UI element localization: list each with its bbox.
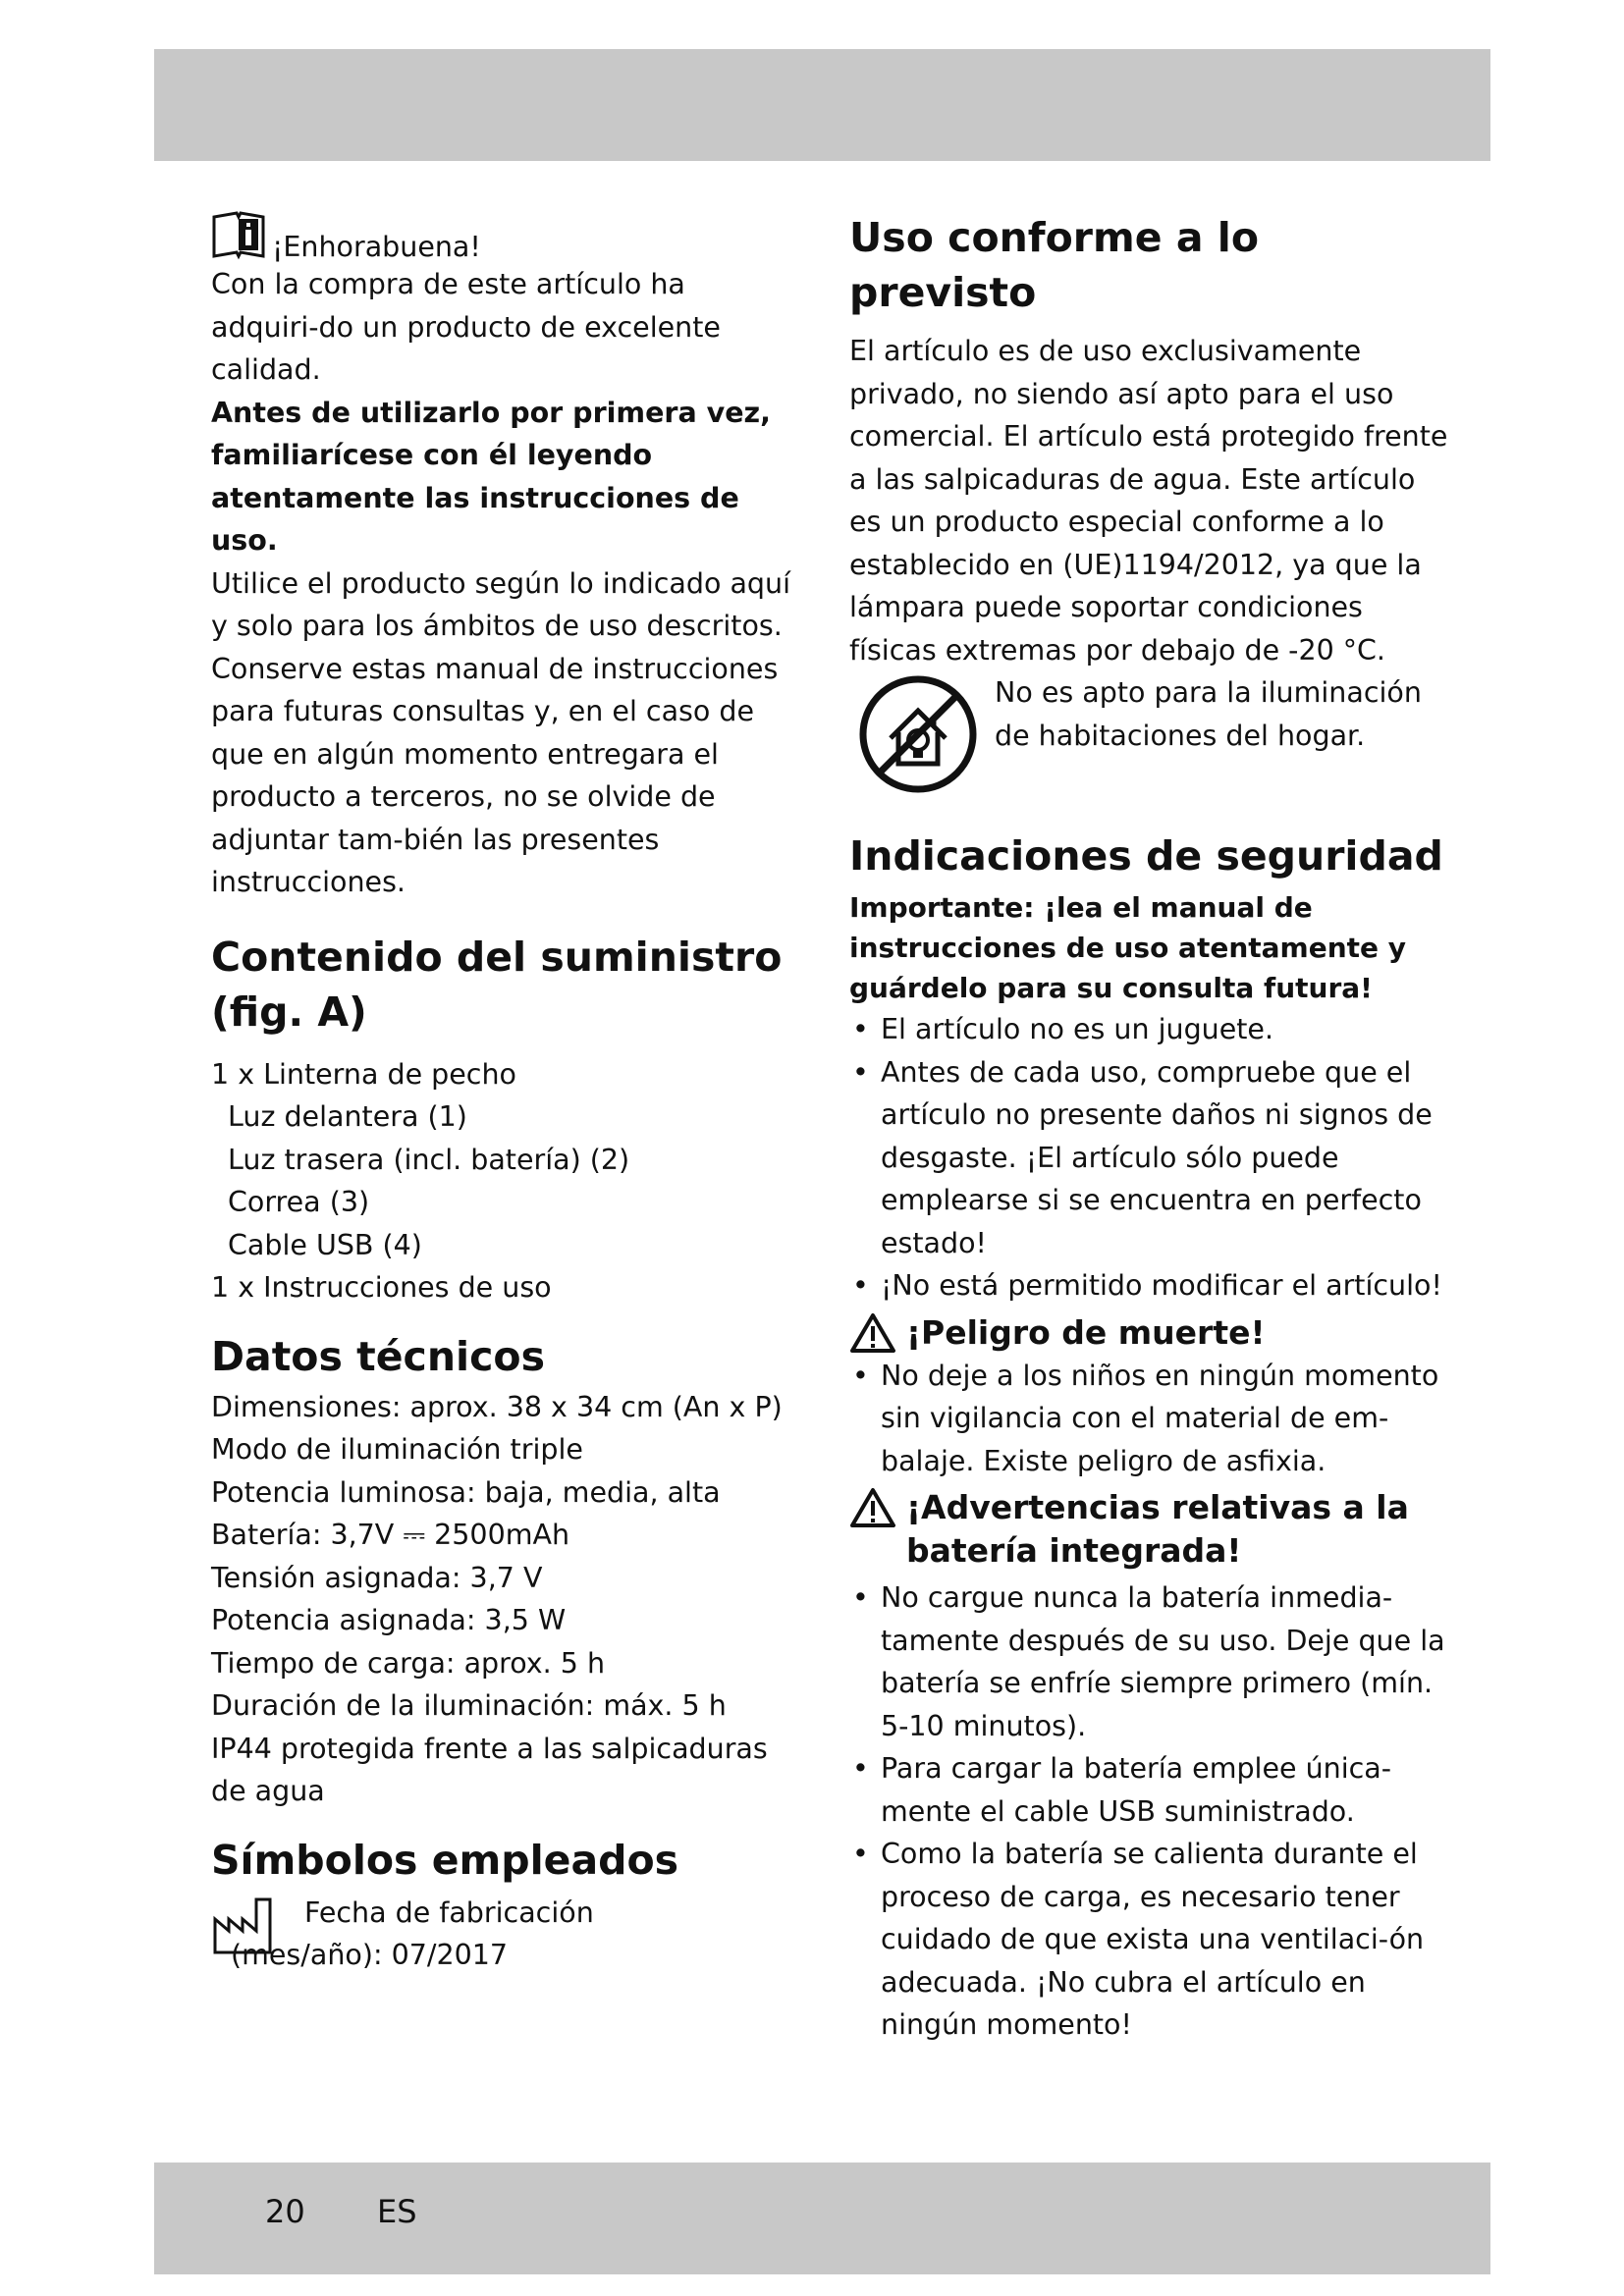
safety-heading: Indicaciones de seguridad <box>849 832 1443 880</box>
intro-bold: Antes de utilizarlo por primera vez, familiarícese con él leyendo atentamente las instrucciones de uso. <box>211 396 771 557</box>
intro-paragraph: Con la compra de este artículo ha adquiri-do un producto de excelente calidad. <box>211 268 721 386</box>
safety-list-general <box>849 1008 1448 1308</box>
manufacture-date-value: (mes/año): 07/2017 <box>231 1938 509 1971</box>
tech-line: Dimensiones: aprox. 38 x 34 cm (An x P) <box>211 1390 783 1423</box>
tech-line: Modo de iluminación triple <box>211 1433 583 1466</box>
list-item: • ¡No está permitido modificar el artículo! <box>849 1264 1448 1308</box>
footer-band <box>154 2163 1490 2274</box>
use-heading: Uso conforme a lo previsto <box>849 214 1259 316</box>
list-item: • El artículo no es un juguete. <box>849 1008 1448 1051</box>
tech-line: Potencia asignada: 3,5 W <box>211 1604 567 1636</box>
contents-item: Luz trasera (incl. batería) (2) <box>228 1143 630 1176</box>
info-book-icon <box>211 209 266 260</box>
list-item: • Como la batería se calienta durante el proceso de carga, es necesario tener cuidado de que exista una ventilaci-ón adecuada. ¡No cubra el artículo en ningún momento! <box>849 1833 1448 2047</box>
warning-triangle-icon <box>849 1487 896 1528</box>
tech-line: Tensión asignada: 3,7 V <box>211 1561 543 1594</box>
symbols-heading: Símbolos empleados <box>211 1836 679 1884</box>
danger-heading: ¡Peligro de muerte! <box>906 1312 1266 1352</box>
no-home-text: No es apto para la iluminación de habitaciones del hogar. <box>995 676 1422 752</box>
congrats-line <box>211 206 800 263</box>
tech-line: Tiempo de carga: aprox. 5 h <box>211 1646 606 1680</box>
tech-line: Batería: 3,7V ⎓ 2500mAh <box>211 1519 570 1551</box>
safety-important: Importante: ¡lea el manual de instrucciones de uso atentamente y guárdelo para su consulta futura! <box>849 891 1407 1004</box>
list-item: • Para cargar la batería emplee única-mente el cable USB suministrado. <box>849 1747 1448 1833</box>
contents-line-last: 1 x Instrucciones de uso <box>211 1271 552 1304</box>
manufacture-date-row <box>211 1892 800 1980</box>
safety-list-battery <box>849 1576 1448 2047</box>
list-item: • No cargue nunca la batería inmedia-tamente después de su uso. Deje que la batería se enfríe siempre primero (mín. 5-10 minutos). <box>849 1576 1448 1747</box>
battery-heading: ¡Advertencias relativas a la batería integrada! <box>906 1488 1409 1570</box>
contents-line1: 1 x Linterna de pecho <box>211 1057 516 1091</box>
warning-triangle-icon <box>849 1312 896 1354</box>
list-item: • No deje a los niños en ningún momento sin vigilancia con el material de em-balaje. Existe peligro de asfixia. <box>849 1355 1448 1483</box>
danger-warning <box>849 1311 1448 1355</box>
contents-item: Correa (3) <box>228 1186 370 1218</box>
header-band <box>154 49 1490 161</box>
no-home-row <box>849 671 1448 793</box>
no-home-lighting-icon <box>849 673 987 795</box>
contents-item: Cable USB (4) <box>228 1228 422 1261</box>
congrats-title: ¡Enhorabuena! <box>272 230 481 263</box>
intro-rest: Utilice el producto según lo indicado aquí y solo para los ámbitos de uso descritos. Conserve estas manual de instrucciones para futuras consultas y, en el caso de que en algún momento entregara el producto a terceros, no se olvide de adjuntar tam-bién las presentes instrucciones. <box>211 566 790 898</box>
list-item: • Antes de cada uso, compruebe que el artículo no presente daños ni signos de desgaste. ¡El artículo sólo puede emplearse si se encuentra en perfecto estado! <box>849 1051 1448 1265</box>
contents-heading: Contenido del suministro (fig. A) <box>211 933 783 1036</box>
language-code: ES <box>377 2193 417 2230</box>
page-number: 20 <box>265 2193 305 2230</box>
manufacture-date-label: Fecha de fabricación <box>304 1896 594 1929</box>
tech-line: IP44 protegida frente a las salpicaduras de agua <box>211 1732 768 1807</box>
tech-line: Duración de la iluminación: máx. 5 h <box>211 1689 727 1722</box>
use-paragraph: El artículo es de uso exclusivamente privado, no siendo así apto para el uso comercial. El artículo está protegido frente a las salpicaduras de agua. Este artículo es un producto especial conforme a lo establecido en (UE)1194/2012, ya que la lámpara puede soportar condiciones físicas extremas por debajo de -20 °C. <box>849 335 1448 667</box>
left-column <box>211 206 800 1980</box>
battery-warning <box>849 1486 1448 1573</box>
safety-list-danger <box>849 1355 1448 1483</box>
tech-heading: Datos técnicos <box>211 1332 545 1380</box>
contents-item: Luz delantera (1) <box>228 1100 467 1133</box>
tech-line: Potencia luminosa: baja, media, alta <box>211 1475 721 1509</box>
right-column <box>849 206 1448 2047</box>
